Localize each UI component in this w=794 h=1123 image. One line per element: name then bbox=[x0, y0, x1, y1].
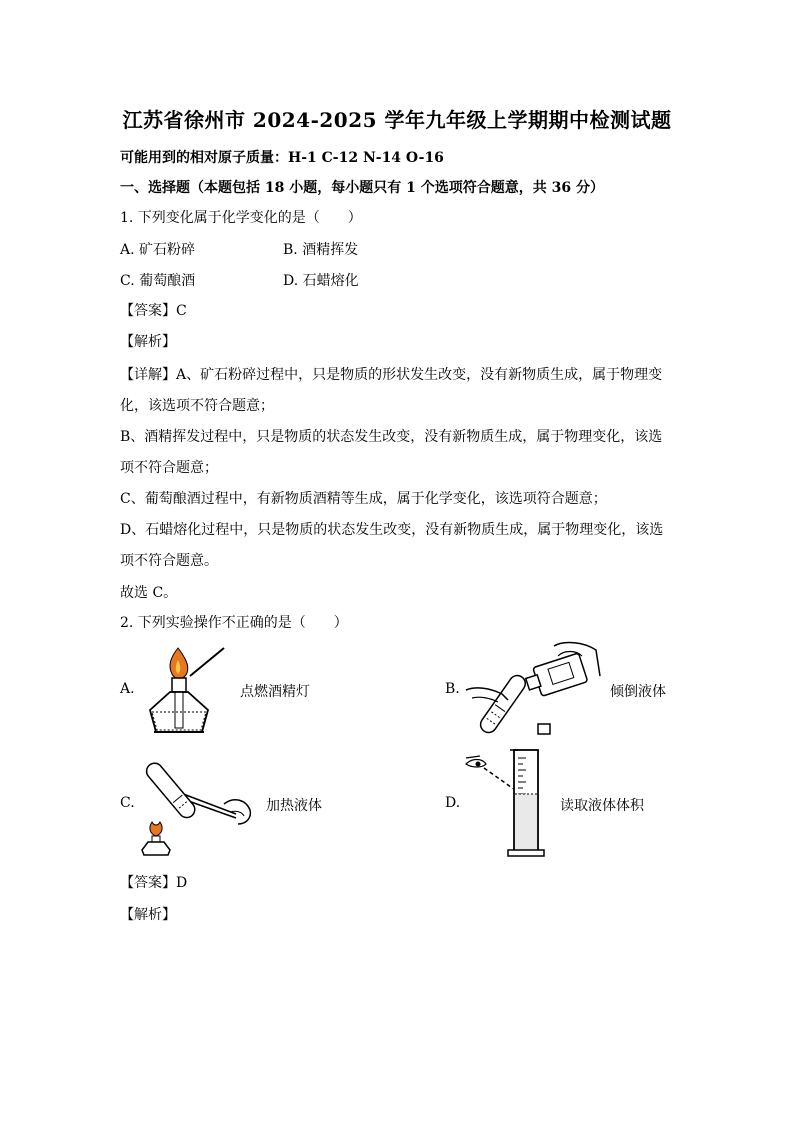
question-1-stem: 1. 下列变化属于化学变化的是（ ） bbox=[120, 210, 362, 226]
q2-option-a-letter: A. bbox=[120, 681, 135, 697]
section-heading: 一、选择题（本题包括 18 小题，每小题只有 1 个选项符合题意，共 36 分） bbox=[120, 180, 604, 196]
question-2-stem: 2. 下列实验操作不正确的是（ ） bbox=[120, 615, 348, 631]
atomic-masses: 可能用到的相对原子质量：H-1 C-12 N-14 O-16 bbox=[120, 150, 444, 166]
reading-volume-illustration bbox=[462, 722, 552, 858]
q1-detail-line: 故选 C。 bbox=[120, 585, 178, 601]
q1-detail-line: 项不符合题意。 bbox=[120, 553, 218, 569]
q1-option-d: D. 石蜡熔化 bbox=[283, 273, 359, 289]
q2-analysis-label: 【解析】 bbox=[120, 907, 176, 923]
q2-option-c-label: 加热液体 bbox=[266, 798, 322, 814]
q1-detail-line: 化，该选项不符合题意； bbox=[120, 398, 274, 414]
q2-option-b-letter: B. bbox=[445, 681, 460, 697]
q1-detail-line: C、葡萄酿酒过程中，有新物质酒精等生成，属于化学变化，该选项符合题意； bbox=[120, 491, 607, 507]
q2-option-d-letter: D. bbox=[445, 795, 461, 811]
q2-option-c-letter: C. bbox=[120, 795, 135, 811]
q1-option-b: B. 酒精挥发 bbox=[283, 242, 359, 258]
q2-option-d-label: 读取液体体积 bbox=[560, 798, 644, 814]
heating-liquid-illustration bbox=[138, 752, 258, 856]
q1-option-a: A. 矿石粉碎 bbox=[120, 242, 196, 258]
q2-answer: 【答案】D bbox=[120, 875, 188, 891]
q2-option-b-label: 倾倒液体 bbox=[610, 684, 666, 700]
q1-detail-line: 项不符合题意； bbox=[120, 460, 218, 476]
q1-detail-line: D、石蜡熔化过程中，只是物质的状态发生改变，没有新物质生成，属于物理变化，该选 bbox=[120, 522, 664, 538]
q1-option-c: C. 葡萄酿酒 bbox=[120, 273, 196, 289]
q1-detail-line: 【详解】A、矿石粉碎过程中，只是物质的形状发生改变，没有新物质生成，属于物理变 bbox=[120, 367, 663, 383]
q1-detail-line: B、酒精挥发过程中，只是物质的状态发生改变，没有新物质生成，属于物理变化，该选 bbox=[120, 429, 663, 445]
alcohol-lamp-lighting-illustration bbox=[132, 640, 232, 738]
q1-analysis-label: 【解析】 bbox=[120, 334, 176, 350]
page-title: 江苏省徐州市 2024-2025 学年九年级上学期期中检测试题 bbox=[122, 108, 672, 132]
q1-answer: 【答案】C bbox=[120, 303, 187, 319]
q2-option-a-label: 点燃酒精灯 bbox=[240, 684, 310, 700]
